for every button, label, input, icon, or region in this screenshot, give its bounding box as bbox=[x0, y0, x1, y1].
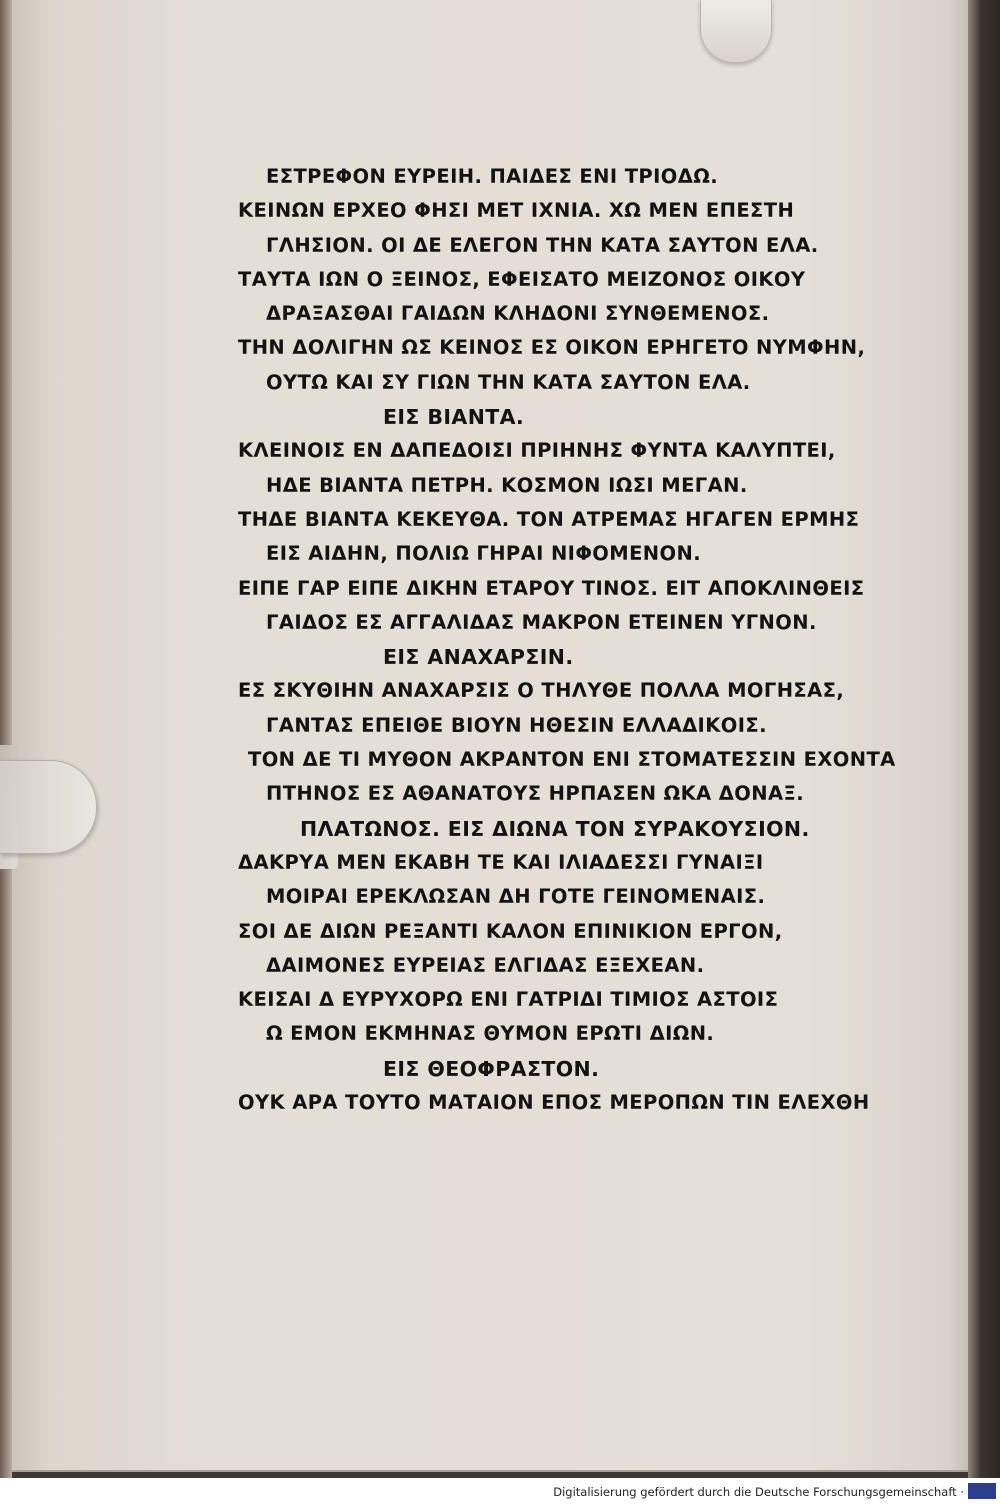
text-line: ΟΥΤΩ ΚΑΙ ΣΥ ΓΙΩΝ ΤΗΝ ΚΑΤΑ ΣΑΥΤΟΝ ΕΛΑ. bbox=[266, 370, 751, 394]
text-line: ΔΡΑΞΑΣΘΑΙ ΓΑΙΔΩΝ ΚΛΗΔΟΝΙ ΣΥΝΘΕΜΕΝΟΣ. bbox=[266, 302, 770, 326]
dfg-logo bbox=[968, 1483, 996, 1499]
page-clip-left bbox=[0, 760, 97, 854]
text-line: ΚΕΙΝΩΝ ΕΡΧΕΟ ΦΗΣΙ ΜΕΤ ΙΧΝΙΑ. ΧΩ ΜΕΝ ΕΠΕΣΤΗ bbox=[238, 199, 795, 223]
text-line: ΚΛΕΙΝΟΙΣ ΕΝ ΔΑΠΕΔΟΙΣΙ ΠΡΙΗΝΗΣ ΦΥΝΤΑ ΚΑΛΥΠΤΕΙ, bbox=[238, 439, 836, 463]
text-line: ΠΤΗΝΟΣ ΕΣ ΑΘΑΝΑΤΟΥΣ ΗΡΠΑΣΕΝ ΩΚΑ ΔΟΝΑΞ. bbox=[266, 782, 805, 806]
text-line: ΔΑΙΜΟΝΕΣ ΕΥΡΕΙΑΣ ΕΛΓΙΔΑΣ ΕΞΕΧΕΑΝ. bbox=[266, 953, 705, 977]
text-line: Ω ΕΜΟΝ ΕΚΜΗΝΑΣ ΘΥΜΟΝ ΕΡΩΤΙ ΔΙΩΝ. bbox=[266, 1022, 715, 1046]
text-line: ΤΟΝ ΔΕ ΤΙ ΜΥΘΟΝ ΑΚΡΑΝΤΟΝ ΕΝΙ ΣΤΟΜΑΤΕΣΣΙΝ ΕΧΟΝΤΑ bbox=[248, 748, 896, 772]
text-line: ΤΑΥΤΑ ΙΩΝ Ο ΞΕΙΝΟΣ, ΕΦΕΙΣΑΤΟ ΜΕΙΖΟΝΟΣ ΟΙΚΟΥ bbox=[238, 267, 806, 291]
text-line: ΜΟΙΡΑΙ ΕΡΕΚΛΩΣΑΝ ΔΗ ΓΟΤΕ ΓΕΙΝΟΜΕΝΑΙΣ. bbox=[266, 885, 766, 909]
text-line: ΕΙΠΕ ΓΑΡ ΕΙΠΕ ΔΙΚΗΝ ΕΤΑΡΟΥ ΤΙΝΟΣ. ΕΙΤ ΑΠΟΚΛΙΝΘΕΙΣ bbox=[238, 576, 865, 600]
footer-bar bbox=[0, 1478, 1000, 1505]
spine-shadow bbox=[968, 0, 1000, 1478]
text-line: ΟΥΚ ΑΡΑ ΤΟΥΤΟ ΜΑΤΑΙΟΝ ΕΠΟΣ ΜΕΡΟΠΩΝ ΤΙΝ ΕΛΕΧΘΗ bbox=[238, 1091, 870, 1115]
text-line: ΣΟΙ ΔΕ ΔΙΩΝ ΡΕΞΑΝΤΙ ΚΑΛΟΝ ΕΠΙΝΙΚΙΟΝ ΕΡΓΟΝ, bbox=[238, 919, 783, 943]
footer-credit: Digitalisierung gefördert durch die Deutsche Forschungsgemeinschaft · bbox=[553, 1485, 964, 1499]
page-stack-edge bbox=[0, 0, 12, 1478]
text-line: ΕΙΣ ΑΙΔΗΝ, ΠΟΛΙΩ ΓΗΡΑΙ ΝΙΦΟΜΕΝΟΝ. bbox=[266, 542, 702, 566]
text-line: ΕΣΤΡΕΦΟΝ ΕΥΡΕΙΗ. ΠΑΙΔΕΣ ΕΝΙ ΤΡΙΟΔΩ. bbox=[266, 165, 719, 188]
page-clip-top bbox=[700, 0, 772, 63]
text-line: ΓΛΗΣΙΟΝ. ΟΙ ΔΕ ΕΛΕΓΟΝ ΤΗΝ ΚΑΤΑ ΣΑΥΤΟΝ ΕΛΑ. bbox=[266, 233, 819, 257]
section-heading: ΠΛΑΤΩΝΟΣ. ΕΙΣ ΔΙΩΝΑ ΤΟΝ ΣΥΡΑΚΟΥΣΙΟΝ. bbox=[300, 816, 810, 841]
text-line: ΔΑΚΡΥΑ ΜΕΝ ΕΚΑΒΗ ΤΕ ΚΑΙ ΙΛΙΑΔΕΣΣΙ ΓΥΝΑΙΞΙ bbox=[238, 850, 764, 874]
text-line: ΚΕΙΣΑΙ Δ ΕΥΡΥΧΟΡΩ ΕΝΙ ΓΑΤΡΙΔΙ ΤΙΜΙΟΣ ΑΣΤΟΙΣ bbox=[238, 988, 779, 1012]
text-line: ΗΔΕ ΒΙΑΝΤΑ ΠΕΤΡΗ. ΚΟΣΜΟΝ ΙΩΣΙ ΜΕΓΑΝ. bbox=[266, 473, 748, 497]
section-heading: ΕΙΣ ΘΕΟΦΡΑΣΤΟΝ. bbox=[383, 1056, 600, 1081]
section-heading: ΕΙΣ ΑΝΑΧΑΡΣΙΝ. bbox=[383, 645, 574, 670]
text-line: ΤΗΝ ΔΟΛΙΓΗΝ ΩΣ ΚΕΙΝΟΣ ΕΣ ΟΙΚΟΝ ΕΡΗΓΕΤΟ ΝΥΜΦΗΝ, bbox=[238, 336, 866, 360]
text-line: ΤΗΔΕ ΒΙΑΝΤΑ ΚΕΚΕΥΘΑ. ΤΟΝ ΑΤΡΕΜΑΣ ΗΓΑΓΕΝ ΕΡΜΗΣ bbox=[238, 507, 860, 531]
text-line: ΓΑΙΔΟΣ ΕΣ ΑΓΓΑΛΙΔΑΣ ΜΑΚΡΟΝ ΕΤΕΙΝΕΝ ΥΓΝΟΝ. bbox=[266, 610, 817, 634]
section-heading: ΕΙΣ ΒΙΑΝΤΑ. bbox=[383, 405, 525, 430]
text-line: ΓΑΝΤΑΣ ΕΠΕΙΘΕ ΒΙΟΥΝ ΗΘΕΣΙΝ ΕΛΛΑΔΙΚΟΙΣ. bbox=[266, 713, 767, 737]
text-line: ΕΣ ΣΚΥΘΙΗΝ ΑΝΑΧΑΡΣΙΣ Ο ΤΗΛΥΘΕ ΠΟΛΛΑ ΜΟΓΗΣΑΣ, bbox=[238, 679, 845, 703]
greek-text-block bbox=[238, 160, 896, 1120]
